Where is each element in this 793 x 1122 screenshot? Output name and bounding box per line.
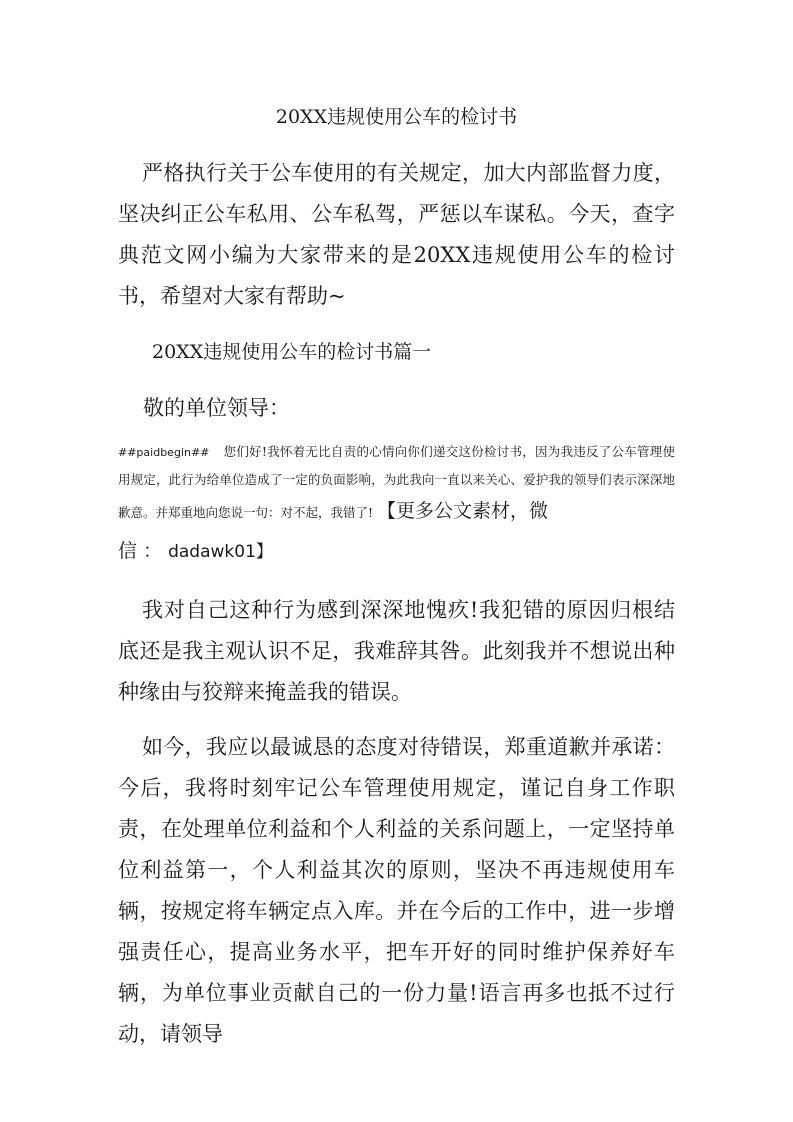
wechat-label: 信 ：	[118, 540, 163, 562]
section-heading: 20XX违规使用公车的检讨书篇一	[152, 341, 432, 363]
paragraph-3: 如今，我应以最诚恳的态度对待错误，郑重道歉并承诺：今后，我将时刻牢记公车管理使用规定，谨记自身工作职责，在处理单位利益和个人利益的关系问题上，一定坚持单位利益第一，个人利益其次的原则，坚决不再违规使用车辆，按规定将车辆定点入库。并在今后的工作中，进一步增强责任心，提高业务水平，把车开好的同时维护保养好车辆，为单位事业贡献自己的一份力量!语言再多也抵不过行动，请领导	[118, 735, 675, 1046]
wechat-line	[118, 536, 273, 567]
letter-opening-text: 您们好!我怀着无比自责的心情向你们递交这份检讨书，因为我违反了公车管理使用规定，此行为给单位造成了一定的负面影响，为此我向一直以来关心、爱护我的领导们表示深深地歉意。并郑重地向您说一句：对不起，我错了!	[118, 444, 675, 520]
document-title: 20XX违规使用公车的检讨书	[275, 106, 518, 128]
wechat-code: dadawk01】	[168, 542, 273, 562]
paid-marker: ##paidbegin##	[118, 446, 210, 459]
paragraph-2: 我对自己这种行为感到深深地愧疚!我犯错的原因归根结底还是我主观认识不足，我难辞其咎。此刻我并不想说出种种缘由与狡辩来掩盖我的错误。	[118, 598, 675, 704]
salutation: 敬的单位领导：	[143, 396, 290, 420]
promo-text: 【更多公文素材，微	[377, 500, 549, 522]
intro-paragraph: 严格执行关于公车使用的有关规定，加大内部监督力度，坚决纠正公车私用、公车私驾，严惩以车谋私。今天，查字典范文网小编为大家带来的是20XX违规使用公车的检讨书，希望对大家有帮助~	[118, 161, 675, 308]
letter-opening-block	[118, 438, 675, 529]
